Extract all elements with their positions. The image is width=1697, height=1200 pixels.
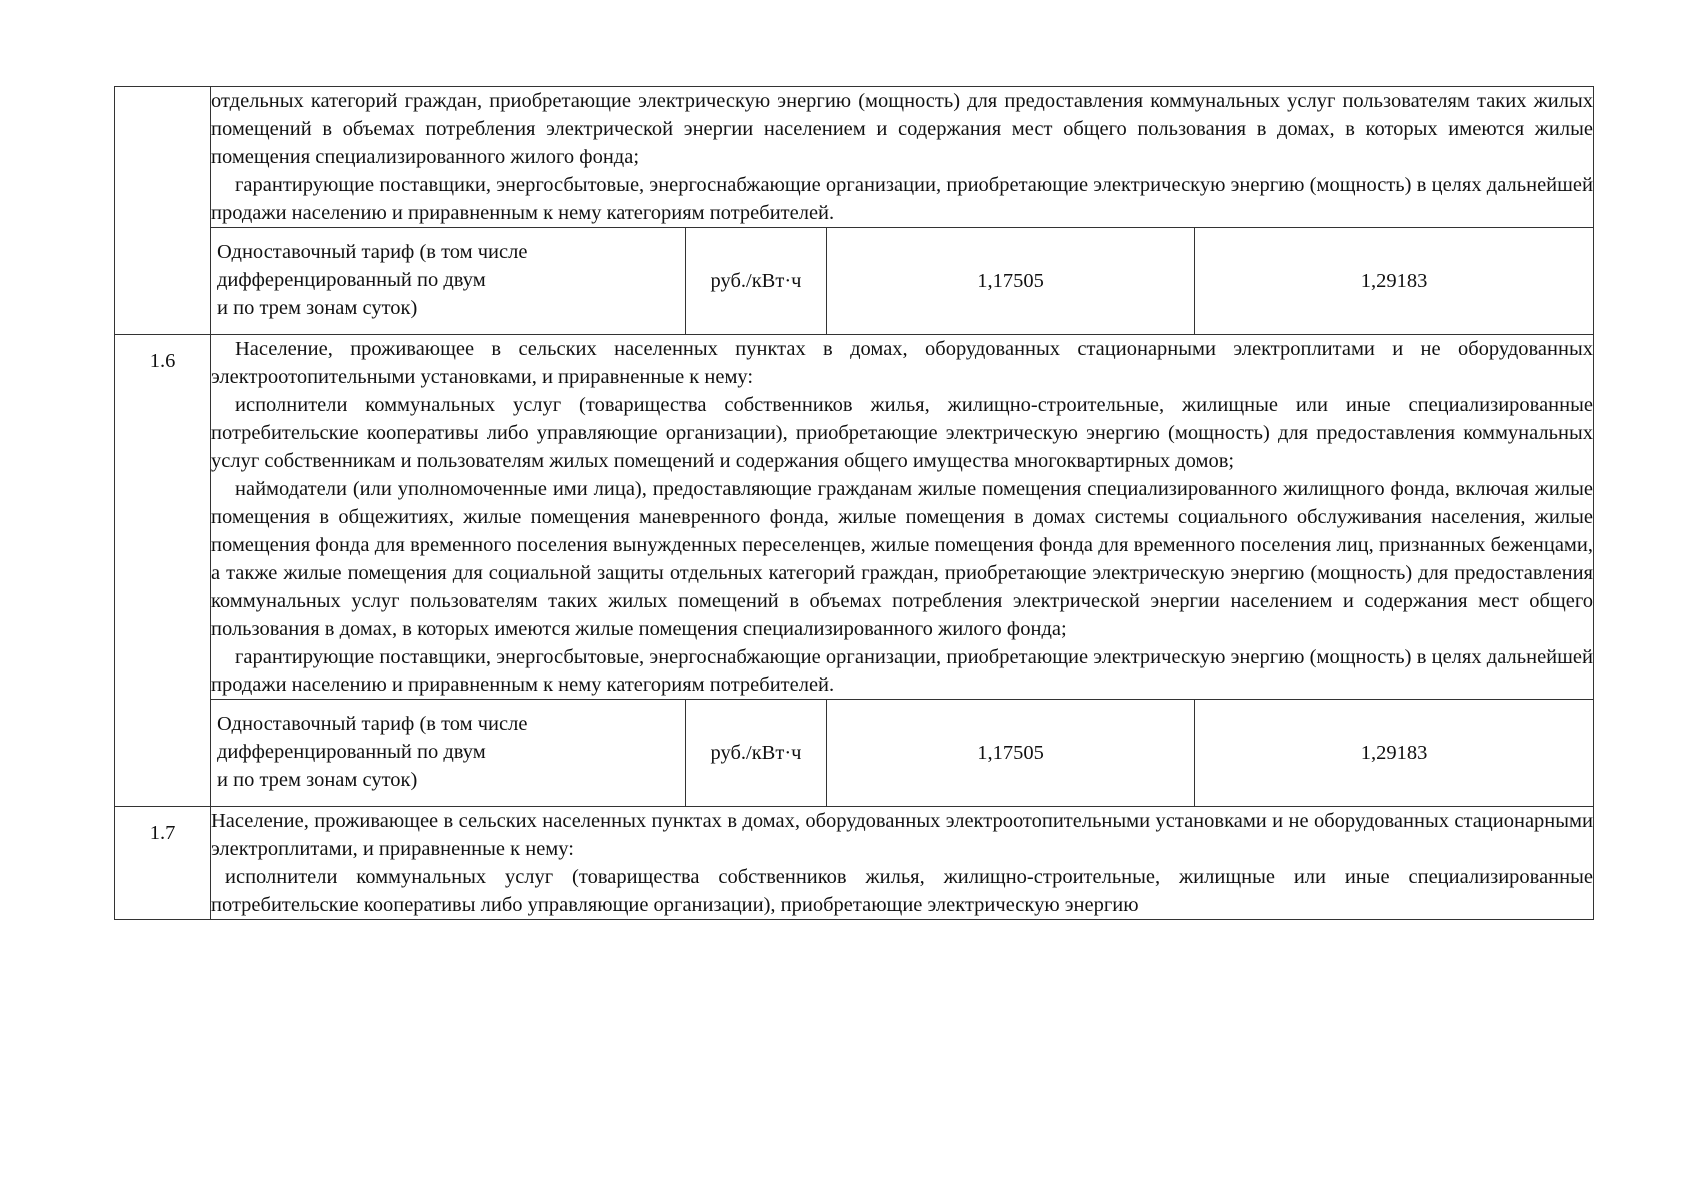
row-number: 1.6 — [115, 335, 211, 807]
table-row-1-6 — [115, 335, 1594, 700]
tariff-name-cell — [211, 228, 686, 335]
tariff-row — [115, 228, 1594, 335]
paragraph: Население, проживающее в сельских населенных пунктах в домах, оборудованных электроотопительными установками и не оборудованных стационарными электроплитами, и приравненные к нему: — [211, 810, 1593, 860]
tariff-name-line: и по трем зонам суток) — [217, 297, 418, 319]
table-row-continuation — [115, 87, 1594, 228]
tariff-name-line: Одноставочный тариф (в том числе — [217, 713, 528, 735]
description-cell — [211, 335, 1594, 700]
tariff-value-2: 1,29183 — [1195, 228, 1594, 335]
paragraph: отдельных категорий граждан, приобретающие электрическую энергию (мощность) для предоставления коммунальных услуг пользователям таких жилых помещений в объемах потребления электрической энергии населением и содержания мест общего пользования в домах, в которых имеются жилые помещения специализированного жилого фонда; — [211, 90, 1593, 168]
tariff-name-line: и по трем зонам суток) — [217, 769, 418, 791]
paragraph: Население, проживающее в сельских населенных пунктах в домах, оборудованных стационарными электроплитами и не оборудованных электроотопительными установками, и приравненные к нему: — [211, 338, 1593, 388]
description-cell — [211, 87, 1594, 228]
tariff-name-line: дифференцированный по двум — [217, 269, 486, 291]
tariff-row — [115, 700, 1594, 807]
tariff-name-cell — [211, 700, 686, 807]
paragraph: исполнители коммунальных услуг (товарищества собственников жилья, жилищно-строительные, жилищные или иные специализированные потребительские кооперативы либо управляющие организации), приобретающие электрическую энергию — [211, 866, 1593, 916]
tariff-table — [114, 86, 1594, 920]
description-cell — [211, 807, 1594, 920]
paragraph: наймодатели (или уполномоченные ими лица), предоставляющие гражданам жилые помещения специализированного жилищного фонда, включая жилые помещения в общежитиях, жилые помещения маневренного фонда, жилые помещения в домах системы социального обслуживания населения, жилые помещения фонда для временного поселения вынужденных переселенцев, жилые помещения фонда для временного поселения лиц, признанных беженцами, а также жилые помещения для социальной защиты отдельных категорий граждан, приобретающие электрическую энергию (мощность) для предоставления коммунальных услуг пользователям таких жилых помещений в объемах потребления электрической энергии населением и содержания мест общего пользования в домах, в которых имеются жилые помещения специализированного жилого фонда; — [211, 478, 1593, 640]
row-number: 1.7 — [115, 807, 211, 920]
paragraph: гарантирующие поставщики, энергосбытовые, энергоснабжающие организации, приобретающие электрическую энергию (мощность) в целях дальнейшей продажи населению и приравненным к нему категориям потребителей. — [211, 646, 1593, 696]
row-number-cell-empty — [115, 87, 211, 335]
tariff-value-2: 1,29183 — [1195, 700, 1594, 807]
unit-cell: руб./кВт·ч — [686, 228, 827, 335]
paragraph: исполнители коммунальных услуг (товарищества собственников жилья, жилищно-строительные, жилищные или иные специализированные потребительские кооперативы либо управляющие организации), приобретающие электрическую энергию (мощность) для предоставления коммунальных услуг собственникам и пользователям жилых помещений и содержания общего имущества многоквартирных домов; — [211, 394, 1593, 472]
tariff-name-line: дифференцированный по двум — [217, 741, 486, 763]
unit-cell: руб./кВт·ч — [686, 700, 827, 807]
tariff-name-line: Одноставочный тариф (в том числе — [217, 241, 528, 263]
tariff-value-1: 1,17505 — [827, 228, 1195, 335]
table-row-1-7 — [115, 807, 1594, 920]
tariff-value-1: 1,17505 — [827, 700, 1195, 807]
paragraph: гарантирующие поставщики, энергосбытовые, энергоснабжающие организации, приобретающие электрическую энергию (мощность) в целях дальнейшей продажи населению и приравненным к нему категориям потребителей. — [211, 174, 1593, 224]
